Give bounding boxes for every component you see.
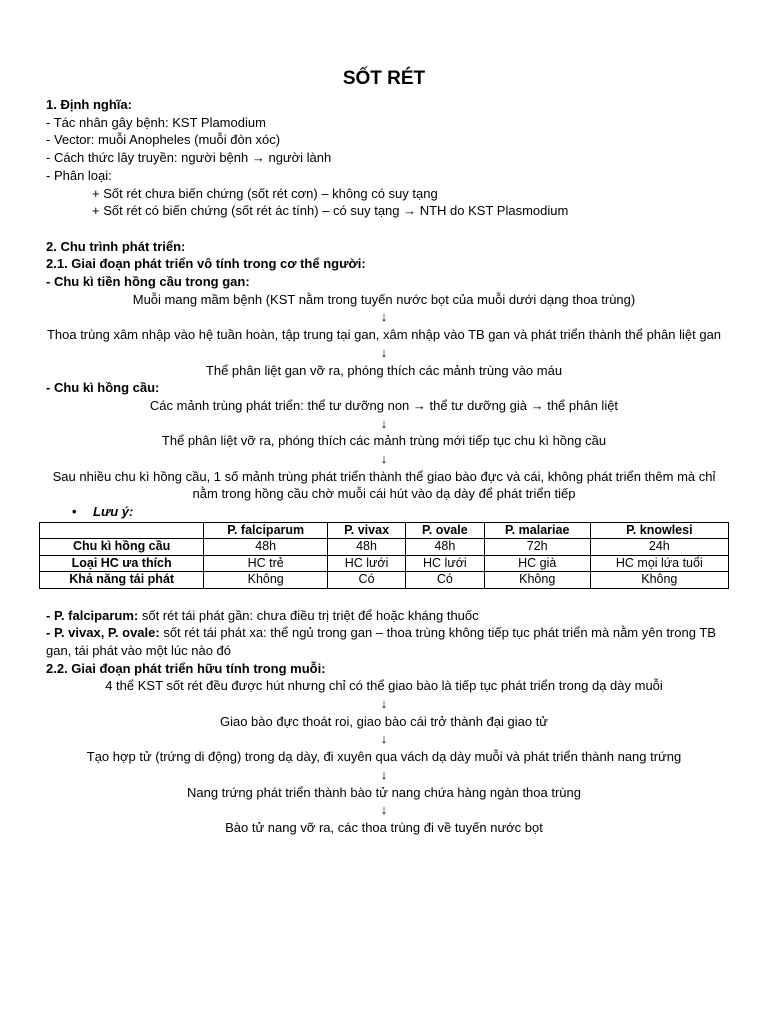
table-cell: HC lưới (328, 555, 406, 572)
table-cell: HC trẻ (204, 555, 328, 572)
pre-erythrocytic-step: Thoa trùng xâm nhập vào hệ tuần hoàn, tập trung tại gan, xâm nhập vào TB gan và phát triển thành thể phân liệt gan (46, 327, 722, 343)
table-row (40, 572, 729, 589)
row-header-cell: Loại HC ưa thích (40, 555, 204, 572)
species-comparison-table (39, 522, 729, 589)
down-arrow-icon: ↓ (380, 451, 388, 467)
relapse-label: - P. falciparum: (46, 607, 139, 623)
down-arrow-icon: ↓ (380, 802, 388, 818)
sexual-stage-step: Giao bào đực thoát roi, giao bào cái trở thành đại giao tử (219, 713, 549, 729)
table-cell: Không (484, 572, 590, 589)
table-cell: 48h (204, 539, 328, 556)
row-header-cell: Khả năng tái phát (40, 572, 204, 589)
note-item (46, 503, 722, 521)
relapse-text: sốt rét tái phát xa: thể ngủ trong gan – thoa trùng không tiếp tục phát triển mà nằm yên trong TB gan, tái phát vào một lúc nào đó (46, 625, 716, 658)
definition-line: - Phân loại: (46, 167, 112, 183)
table-cell: 24h (590, 539, 728, 556)
erythrocytic-heading: - Chu kì hồng cầu: (46, 380, 160, 396)
table-header-cell: P. ovale (405, 522, 484, 539)
row-header-cell: Chu kì hồng cầu (40, 539, 204, 556)
pre-erythrocytic-heading: - Chu kì tiền hồng cầu trong gan: (46, 274, 250, 290)
sexual-stage-step: 4 thể KST sốt rét đều được hút nhưng chỉ có thể giao bào là tiếp tục phát triển trong dạ dày muỗi (105, 678, 663, 694)
table-row (40, 539, 729, 556)
table-header-cell (40, 522, 204, 539)
section-1-heading: 1. Định nghĩa: (46, 97, 132, 112)
erythrocytic-step: Sau nhiều chu kì hồng cầu, 1 số mảnh trùng phát triển thành thể giao bào đực và cái, không phát triển thêm mà chỉ nằm trong hồng cầu chờ muỗi cái hút vào dạ dày để phát triển tiếp (52, 468, 716, 502)
spacer (46, 589, 722, 607)
page-title: SỐT RÉT (342, 68, 426, 89)
sexual-stage-step: Bào tử nang vỡ ra, các thoa trùng đi về tuyến nước bọt (225, 819, 543, 835)
table-header-cell: P. falciparum (204, 522, 328, 539)
table-cell: Có (328, 572, 406, 589)
erythrocytic-step: Thể phân liệt vỡ ra, phóng thích các mảnh trùng mới tiếp tục chu kì hồng cầu (161, 433, 607, 449)
sexual-stage-step: Tạo hợp tử (trứng di động) trong dạ dày, đi xuyên qua vách dạ dày muỗi và phát triển thành nang trứng (86, 749, 682, 765)
down-arrow-icon: ↓ (380, 415, 388, 431)
table-cell: HC già (484, 555, 590, 572)
down-arrow-icon: ↓ (380, 309, 388, 325)
pre-erythrocytic-step: Thể phân liệt gan vỡ ra, phóng thích các mảnh trùng vào máu (205, 362, 563, 378)
table-cell: 48h (328, 539, 406, 556)
section-2-heading: 2. Chu trình phát triển: (46, 238, 186, 254)
down-arrow-icon: ↓ (380, 696, 388, 712)
down-arrow-icon: ↓ (380, 344, 388, 360)
table-cell: Không (204, 572, 328, 589)
down-arrow-icon: ↓ (380, 731, 388, 747)
relapse-falciparum (46, 607, 722, 625)
sexual-stage-step: Nang trứng phát triển thành bào tử nang chứa hàng ngàn thoa trùng (186, 784, 581, 800)
table-cell: HC mọi lứa tuổi (590, 555, 728, 572)
document-body (46, 96, 722, 837)
bullet-icon: • (72, 504, 77, 520)
table-header-cell: P. knowlesi (590, 522, 728, 539)
table-cell: Không (590, 572, 728, 589)
relapse-label: - P. vivax, P. ovale: (46, 625, 160, 641)
table-header-cell: P. malariae (484, 522, 590, 539)
definition-line: - Tác nhân gây bệnh: KST Plamodium (46, 114, 266, 130)
table-cell: 48h (405, 539, 484, 556)
table-header-cell: P. vivax (328, 522, 406, 539)
definition-line: - Cách thức lây truyền: người bệnh → người lành (46, 150, 332, 166)
table-row (40, 555, 729, 572)
table-cell: 72h (484, 539, 590, 556)
down-arrow-icon: ↓ (380, 766, 388, 782)
table-cell: Có (405, 572, 484, 589)
definition-line: - Vector: muỗi Anopheles (muỗi đòn xóc) (46, 132, 281, 148)
note-label: Lưu ý: (93, 504, 134, 520)
classification-item: + Sốt rét chưa biến chứng (sốt rét cơn) – không có suy tạng (92, 185, 438, 201)
pre-erythrocytic-step: Muỗi mang mầm bệnh (KST nằm trong tuyến nước bọt của muỗi dưới dạng thoa trùng) (132, 291, 636, 307)
classification-item: + Sốt rét có biến chứng (sốt rét ác tính) – có suy tạng → NTH do KST Plasmodium (92, 203, 569, 219)
table-cell: HC lưới (405, 555, 484, 572)
erythrocytic-step: Các mảnh trùng phát triển: thể tư dưỡng non → thể tư dưỡng già → thể phân liệt (149, 397, 619, 413)
spacer (46, 220, 722, 238)
table-header-row (40, 522, 729, 539)
relapse-vivax-ovale (46, 624, 722, 659)
section-2-1-heading: 2.1. Giai đoạn phát triển vô tính trong cơ thể người: (46, 256, 366, 272)
section-2-2-heading: 2.2. Giai đoạn phát triển hữu tính trong muỗi: (46, 660, 326, 676)
relapse-text: sốt rét tái phát gần: chưa điều trị triệt để hoặc kháng thuốc (138, 607, 479, 623)
